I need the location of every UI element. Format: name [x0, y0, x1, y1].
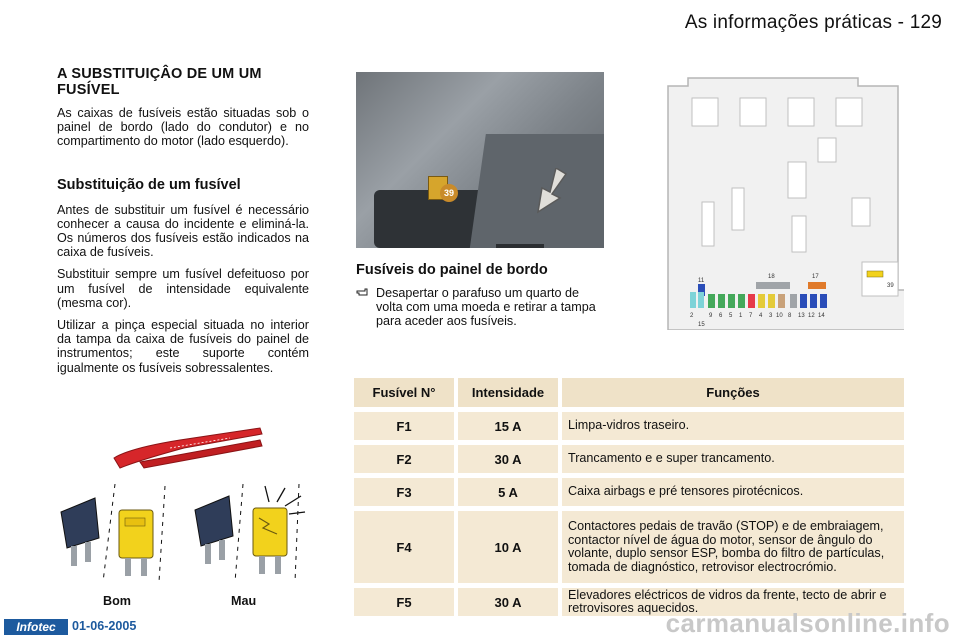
bad-fuse-dark-icon	[195, 496, 233, 564]
func-cell: Caixa airbags e pré tensores pirotécnicos.	[562, 478, 904, 506]
fuse-cell: F4	[354, 511, 454, 583]
diagram-label-12: 12	[808, 313, 815, 319]
instruction-bullet	[356, 286, 606, 328]
diagram-label-9: 9	[709, 313, 713, 319]
fusebox-diagram	[662, 76, 904, 330]
paragraph-3: Utilizar a pinça especial situada no interior da tampa da caixa de fusíveis do painel de instrumentos; este suporte contém igualmente os fusíveis sobressalentes.	[57, 318, 309, 375]
func-cell: Contactores pedais de travão (STOP) e de embraiagem, contactor nível de água do motor, sensor de ângulo do volante, duplo sensor ESP, bomba do filtro de partículas, tomada de diagnóstico, retrovisor electrocrómio.	[562, 511, 904, 583]
left-column	[57, 66, 309, 383]
watermark: carmanualsonline.info	[665, 608, 950, 638]
fuse-table	[354, 373, 904, 621]
func-cell: Elevadores eléctricos de vidros da frente, tecto de abrir e retrovisores aquecidos.	[562, 588, 904, 616]
diagram-label-14: 14	[818, 313, 825, 319]
table-row	[354, 511, 904, 583]
dashboard-photo	[356, 72, 604, 248]
diagram-label-7: 7	[749, 313, 753, 319]
diagram-label-13: 13	[798, 313, 805, 319]
page-header: As informações práticas - 129	[684, 12, 942, 33]
bad-label: Mau	[231, 594, 257, 608]
intro-paragraph: As caixas de fusíveis estão situadas sob o painel de bordo (lado do condutor) e no compartimento do motor (lado esquerdo).	[57, 106, 309, 149]
arrow-down-icon	[532, 168, 572, 214]
section-title: Fusíveis do painel de bordo	[356, 262, 548, 278]
fuse-cell: F1	[354, 412, 454, 440]
col-amp-header: Intensidade	[458, 378, 558, 407]
photo-badge: 39	[440, 184, 458, 202]
fuse-cell: F2	[354, 445, 454, 473]
sub-heading: Substituição de um fusível	[57, 176, 241, 193]
fuses-illustration	[55, 478, 315, 590]
good-fuse-dark-icon	[61, 498, 99, 566]
diagram-label-18: 18	[768, 274, 775, 280]
diagram-label-17: 17	[812, 274, 819, 280]
fuse-cell: F3	[354, 478, 454, 506]
bad-fuse-yellow-icon	[253, 508, 287, 574]
diagram-label-1: 1	[739, 313, 743, 319]
table-row	[354, 412, 904, 440]
table-row	[354, 445, 904, 473]
infotec-badge: Infotec	[4, 619, 68, 635]
func-cell: Trancamento e e super trancamento.	[562, 445, 904, 473]
diagram-label-10: 10	[776, 313, 783, 319]
amp-cell: 10 A	[458, 511, 558, 583]
table-row	[354, 478, 904, 506]
photo-slot	[496, 244, 544, 248]
hand-pointer-icon	[356, 286, 370, 298]
footer-date: 01-06-2005	[72, 619, 137, 633]
good-fuse-yellow-icon	[119, 510, 153, 576]
good-label: Bom	[103, 594, 131, 608]
paragraph-2: Substituir sempre um fusível defeituoso por um fusível de intensidade equivalente (mesma cor).	[57, 267, 309, 310]
paragraph-1: Antes de substituir um fusível é necessário conhecer a causa do incidente e eliminá-la. Os números dos fusíveis estão indicados na caixa de fusíveis.	[57, 202, 309, 260]
diagram-label-15: 15	[698, 322, 705, 328]
diagram-label-8: 8	[788, 313, 792, 319]
diagram-label-3: 3	[769, 313, 773, 319]
instruction-text: Desapertar o parafuso um quarto de volta com uma moeda e retirar a tampa para aceder aos fusíveis.	[376, 286, 596, 328]
fuse-cell: F5	[354, 588, 454, 616]
fuse-puller-icon	[110, 418, 270, 476]
diagram-label-11: 11	[698, 278, 705, 284]
diagram-label-2: 2	[690, 313, 694, 319]
amp-cell: 15 A	[458, 412, 558, 440]
diagram-label-6: 6	[719, 313, 723, 319]
col-func-header: Funções	[562, 378, 904, 407]
amp-cell: 30 A	[458, 588, 558, 616]
diagram-label-39: 39	[887, 283, 894, 289]
func-cell: Limpa-vidros traseiro.	[562, 412, 904, 440]
diagram-label-5: 5	[729, 313, 733, 319]
amp-cell: 30 A	[458, 445, 558, 473]
col-fuse-header: Fusível N°	[354, 378, 454, 407]
diagram-label-4: 4	[759, 313, 763, 319]
table-header-row	[354, 378, 904, 407]
amp-cell: 5 A	[458, 478, 558, 506]
main-heading: A SUBSTITUIÇÂO DE UM UM FUSÍVEL	[57, 66, 262, 98]
